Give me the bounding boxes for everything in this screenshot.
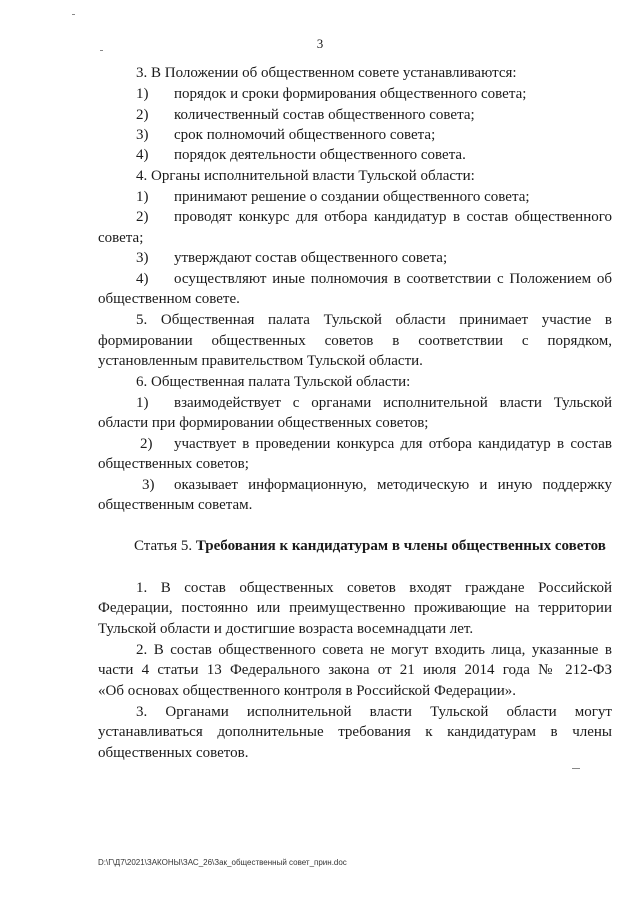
- list-item: срок полномочий общественного совета;: [174, 127, 436, 143]
- page-number: 3: [316, 36, 324, 51]
- list-item-continuation: совета;: [98, 230, 144, 246]
- paragraph-5-line: установленным правительством Тульской области.: [98, 353, 423, 369]
- list-item-continuation: общественном совете.: [98, 291, 240, 307]
- scan-speck: [572, 768, 580, 769]
- article-5-p2-line: части 4 статьи 13 Федерального закона от 21 июля 2014 года № 212-ФЗ: [98, 662, 612, 678]
- list-item: взаимодействует с органами исполнительной власти Тульской: [174, 395, 612, 411]
- article-5-p1-line: Федерации, постоянно или преимущественно проживающие на территории: [98, 600, 612, 616]
- list-item: принимают решение о создании общественного совета;: [174, 189, 530, 205]
- article-5-p3-line: общественных советов.: [98, 745, 249, 761]
- article-5-p1-line: Тульской области и достигшие возраста восемнадцати лет.: [98, 621, 474, 637]
- list-number: 1): [136, 189, 149, 205]
- list-item: участвует в проведении конкурса для отбора кандидатур в состав: [174, 436, 612, 452]
- list-number: 3): [136, 250, 149, 266]
- list-number: 1): [136, 395, 149, 411]
- list-item: порядок деятельности общественного совета.: [174, 147, 466, 163]
- article-title: Требования к кандидатурам в члены общественных советов: [195, 538, 606, 554]
- list-number: 1): [136, 86, 149, 102]
- paragraph-6-intro: 6. Общественная палата Тульской области:: [136, 374, 411, 390]
- article-heading: [134, 536, 606, 556]
- article-5-p3-line: устанавливаться дополнительные требования к кандидатурам в члены: [98, 724, 612, 740]
- list-number: 4): [136, 271, 149, 287]
- list-number: 3): [136, 127, 149, 143]
- scan-speck: [72, 14, 75, 15]
- list-item-continuation: общественным советам.: [98, 497, 253, 513]
- list-item: осуществляют иные полномочия в соответствии с Положением об: [174, 271, 612, 287]
- file-path-footer: D:\Г\Д7\2021\ЗАКОНЫ\ЗАС_26\Зак_общественный совет_прин.doc: [98, 858, 347, 867]
- article-5-p2-line: 2. В состав общественного совета не могут входить лица, указанные в: [136, 642, 612, 658]
- article-5-p1-line: 1. В состав общественных советов входят граждане Российской: [136, 580, 612, 596]
- list-item: проводят конкурс для отбора кандидатур в состав общественного: [174, 209, 612, 225]
- list-number: 2): [136, 107, 149, 123]
- list-item: оказывает информационную, методическую и иную поддержку: [174, 477, 612, 493]
- list-item-continuation: области при формировании общественных советов;: [98, 415, 429, 431]
- article-5-p2-line: «Об основах общественного контроля в Российской Федерации».: [98, 683, 517, 699]
- article-prefix: Статья 5.: [134, 538, 196, 554]
- list-item-continuation: общественных советов;: [98, 456, 249, 472]
- list-number: 2): [136, 209, 149, 225]
- list-item: утверждают состав общественного совета;: [174, 250, 448, 266]
- paragraph-5-line: 5. Общественная палата Тульской области принимает участие в: [136, 312, 612, 328]
- list-number: 3): [142, 477, 155, 493]
- list-item: порядок и сроки формирования общественного совета;: [174, 86, 527, 102]
- paragraph-3-intro: 3. В Положении об общественном совете устанавливаются:: [136, 65, 517, 81]
- paragraph-5-line: формировании общественных советов в соответствии с порядком,: [98, 333, 612, 349]
- list-number: 2): [140, 436, 153, 452]
- article-5-p3-line: 3. Органами исполнительной власти Тульской области могут: [136, 704, 612, 720]
- list-number: 4): [136, 147, 149, 163]
- list-item: количественный состав общественного совета;: [174, 107, 475, 123]
- paragraph-4-intro: 4. Органы исполнительной власти Тульской области:: [136, 168, 475, 184]
